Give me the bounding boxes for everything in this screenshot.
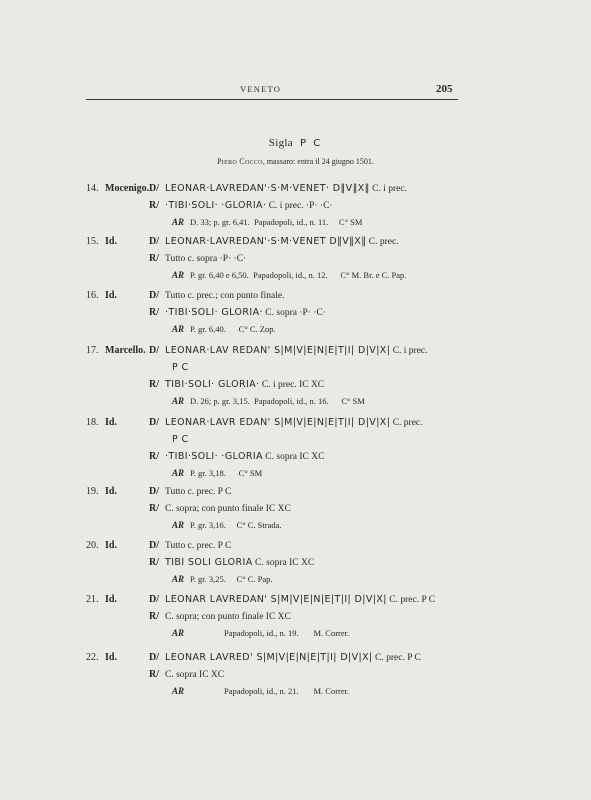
coin-metadata: [172, 270, 406, 280]
metal-mark: AR: [172, 396, 185, 406]
coin-note: C. i prec. IC XC: [261, 380, 325, 390]
header-rule: [86, 99, 458, 100]
coin-description-line: [149, 652, 421, 663]
coin-description-line: [149, 486, 231, 497]
metal-mark: AR: [172, 217, 185, 227]
coin-legend: ·TIBI·SOLI· ·GLORIA·: [165, 200, 267, 211]
metal-mark: AR: [172, 628, 185, 638]
sigla-code: P C: [299, 138, 323, 149]
sigla-label: Sigla: [268, 137, 293, 149]
entry-number: 20.: [86, 540, 99, 551]
coin-legend: ·TIBI·SOLI· ·GLORIA: [165, 451, 263, 462]
coin-metadata: [172, 574, 273, 584]
coin-side-mark: D/: [149, 345, 159, 356]
entry-number: 15.: [86, 236, 99, 247]
coin-legend: P C: [172, 362, 189, 373]
weight-and-reference: P. gr. 3,18. C° SM: [190, 468, 263, 478]
entry-doge: Id.: [105, 594, 117, 605]
coin-side-mark: D/: [149, 652, 159, 663]
coin-side-mark: R/: [149, 307, 159, 318]
coin-note: C. prec.: [368, 237, 399, 247]
coin-side-mark: D/: [149, 183, 159, 194]
coin-description-line: [149, 557, 314, 568]
coin-description-line: [172, 362, 189, 373]
entry-doge: Id.: [105, 290, 117, 301]
coin-legend: LEONAR·LAVREDAN'·S·M·VENET· D‖V‖X‖: [165, 183, 370, 194]
coin-side-mark: D/: [149, 417, 159, 428]
weight-and-reference: D. 26; p. gr. 3,15. Papadopoli, id., n. 16. C° SM: [190, 396, 365, 406]
note-name: Piero Cocco: [217, 157, 263, 166]
coin-description-line: [149, 379, 324, 390]
entry-doge: Id.: [105, 417, 117, 428]
weight-and-reference: D. 33; p. gr. 6,41. Papadopoli, id., n. 11. C° SM: [190, 217, 363, 227]
coin-side-mark: D/: [149, 486, 159, 497]
coin-note: Tutto c. sopra ·P· ·C·: [165, 254, 247, 264]
coin-side-mark: R/: [149, 669, 159, 680]
coin-metadata: [172, 217, 362, 227]
coin-note: Tutto c. prec. P C: [165, 541, 232, 551]
coin-legend: LEONAR LAVRED' S|M|V|E|N|E|T|I| D|V|X|: [165, 652, 373, 663]
entry-doge: Marcello.: [105, 345, 146, 356]
coin-description-line: [149, 183, 407, 194]
coin-description-line: [149, 345, 428, 356]
metal-mark: AR: [172, 520, 185, 530]
weight-and-reference: Papadopoli, id., n. 19. M. Correr.: [190, 628, 350, 638]
coin-note: Tutto c. prec. P C: [165, 487, 232, 497]
weight-and-reference: Papadopoli, id., n. 21. M. Correr.: [190, 686, 350, 696]
entry-doge: Id.: [105, 486, 117, 497]
metal-mark: AR: [172, 686, 185, 696]
entry-number: 16.: [86, 290, 99, 301]
coin-side-mark: D/: [149, 236, 159, 247]
coin-note: C. i prec.: [372, 184, 407, 194]
coin-description-line: [149, 503, 291, 514]
coin-description-line: [149, 669, 224, 680]
coin-note: C. i prec. ·P· ·C·: [268, 201, 333, 211]
entry-doge: Id.: [105, 236, 117, 247]
coin-legend: ·TIBI·SOLI· GLORIA·: [165, 307, 263, 318]
entry-number: 14.: [86, 183, 99, 194]
coin-side-mark: R/: [149, 611, 159, 622]
coin-description-line: [149, 236, 399, 247]
entry-number: 17.: [86, 345, 99, 356]
coin-note: C. prec. P C: [389, 595, 436, 605]
coin-side-mark: R/: [149, 379, 159, 390]
coin-description-line: [172, 434, 189, 445]
coin-note: Tutto c. prec.; con punto finale.: [165, 291, 285, 301]
coin-side-mark: D/: [149, 594, 159, 605]
coin-description-line: [149, 307, 326, 318]
entry-doge: Mocenigo.: [105, 183, 150, 194]
entry-number: 18.: [86, 417, 99, 428]
coin-metadata: [172, 520, 282, 530]
coin-side-mark: R/: [149, 451, 159, 462]
coin-metadata: [172, 686, 349, 696]
entry-number: 22.: [86, 652, 99, 663]
coin-description-line: [149, 200, 333, 211]
coin-legend: TIBI SOLI GLORIA: [165, 557, 253, 568]
coin-side-mark: R/: [149, 253, 159, 264]
coin-note: C. sopra IC XC: [265, 452, 325, 462]
coin-side-mark: D/: [149, 540, 159, 551]
weight-and-reference: P. gr. 3,25. C° C. Pap.: [190, 574, 273, 584]
coin-legend: P C: [172, 434, 189, 445]
coin-description-line: [149, 611, 291, 622]
coin-description-line: [149, 540, 231, 551]
coin-side-mark: R/: [149, 503, 159, 514]
metal-mark: AR: [172, 574, 185, 584]
entry-doge: Id.: [105, 652, 117, 663]
section-title: [0, 137, 591, 149]
coin-side-mark: R/: [149, 557, 159, 568]
coin-legend: LEONAR·LAVREDAN'·S·M·VENET D‖V‖X‖: [165, 236, 367, 247]
metal-mark: AR: [172, 324, 185, 334]
coin-description-line: [149, 290, 284, 301]
coin-description-line: [149, 253, 246, 264]
coin-metadata: [172, 628, 349, 638]
running-header-title: VENETO: [240, 84, 282, 94]
section-note: [0, 157, 591, 166]
coin-metadata: [172, 396, 365, 406]
weight-and-reference: P. gr. 6,40. C° C. Zop.: [190, 324, 276, 334]
coin-note: C. i prec.: [392, 346, 428, 356]
page-number: 205: [436, 83, 453, 95]
coin-note: C. sopra IC XC: [255, 558, 315, 568]
coin-description-line: [149, 594, 435, 605]
coin-metadata: [172, 468, 262, 478]
coin-note: C. prec.: [392, 418, 423, 428]
coin-note: C. sopra ·P· ·C·: [265, 308, 326, 318]
metal-mark: AR: [172, 468, 185, 478]
coin-description-line: [149, 451, 324, 462]
coin-description-line: [149, 417, 423, 428]
coin-note: C. sopra IC XC: [165, 670, 225, 680]
note-text: , massaro: entra il 24 giugno 1501.: [262, 157, 374, 166]
entry-doge: Id.: [105, 540, 117, 551]
entry-number: 19.: [86, 486, 99, 497]
coin-side-mark: D/: [149, 290, 159, 301]
coin-legend: LEONAR LAVREDAN' S|M|V|E|N|E|T|I| D|V|X|: [165, 594, 387, 605]
weight-and-reference: P. gr. 6,40 e 6,50. Papadopoli, id., n. 12. C° M. Br. e C. Pap.: [190, 270, 407, 280]
coin-note: C. sopra; con punto finale IC XC: [165, 504, 291, 514]
coin-note: C. prec. P C: [375, 653, 421, 663]
coin-legend: LEONAR·LAV REDAN' S|M|V|E|N|E|T|I| D|V|X|: [165, 345, 391, 356]
entry-number: 21.: [86, 594, 99, 605]
coin-legend: LEONAR·LAVR EDAN' S|M|V|E|N|E|T|I| D|V|X|: [165, 417, 391, 428]
weight-and-reference: P. gr. 3,16. C° C. Strada.: [190, 520, 282, 530]
coin-legend: TIBI·SOLI· GLORIA·: [165, 379, 260, 390]
coin-note: C. sopra; con punto finale IC XC: [165, 612, 291, 622]
metal-mark: AR: [172, 270, 185, 280]
coin-side-mark: R/: [149, 200, 159, 211]
coin-metadata: [172, 324, 276, 334]
